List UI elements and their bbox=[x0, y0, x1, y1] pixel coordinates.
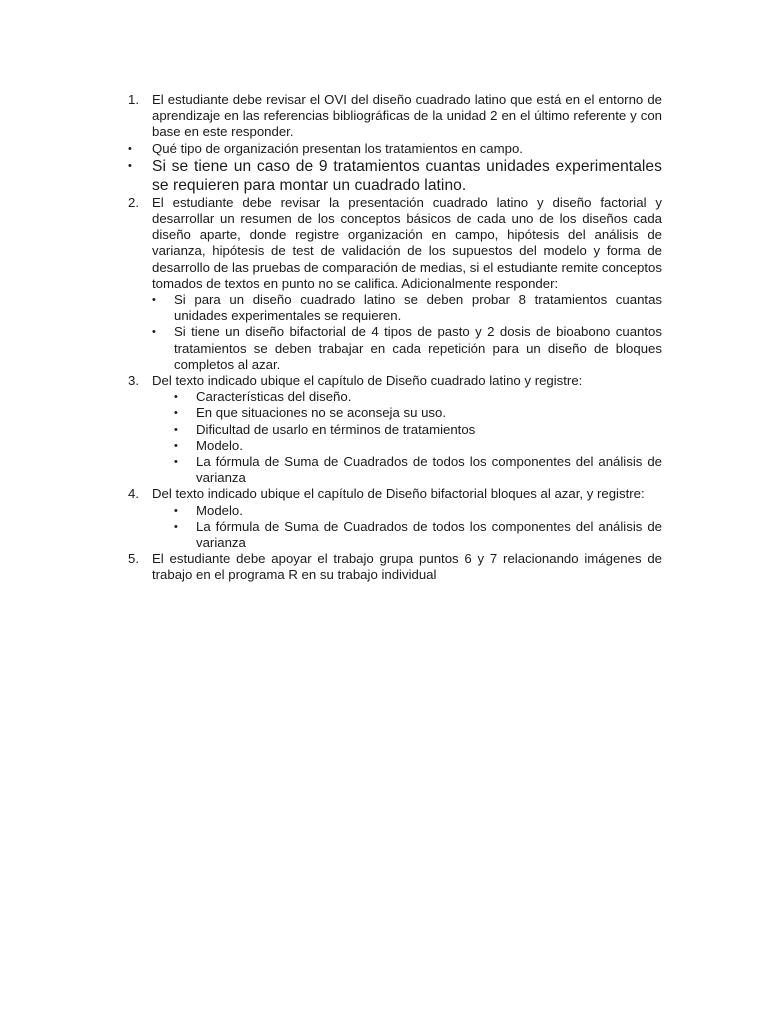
bullet-icon: • bbox=[152, 326, 156, 339]
list-number: 1. bbox=[128, 92, 139, 107]
sub-item-text: La fórmula de Suma de Cuadrados de todos los componentes del análisis de varianza bbox=[196, 454, 662, 486]
list-item-text: El estudiante debe revisar el OVI del diseño cuadrado latino que está en el entorno de aprendizaje en las referencias bibliográficas de la unidad 2 en el último referente y con base en este responder. bbox=[152, 92, 662, 140]
sub-list bbox=[152, 389, 662, 486]
list-number: 4. bbox=[128, 486, 139, 502]
sub-list bbox=[152, 503, 662, 552]
sub-item-text: Características del diseño. bbox=[196, 389, 352, 405]
bullet-item-organization bbox=[128, 141, 662, 157]
sub-list-item bbox=[174, 389, 662, 405]
bullet-icon: • bbox=[128, 142, 132, 155]
bullet-icon: • bbox=[128, 159, 132, 172]
list-item-5 bbox=[128, 551, 662, 583]
bullet-item-nine-treatments bbox=[128, 157, 662, 195]
sub-item-text: Si para un diseño cuadrado latino se deben probar 8 tratamientos cuantas unidades experimentales se requieren. bbox=[174, 292, 662, 324]
list-item-text: Del texto indicado ubique el capítulo de Diseño cuadrado latino y registre: bbox=[152, 373, 583, 389]
sub-list-item bbox=[174, 405, 662, 421]
list-number: 3. bbox=[128, 373, 139, 389]
sub-list-item bbox=[174, 422, 662, 438]
sub-list-item bbox=[174, 519, 662, 551]
sub-item-text: La fórmula de Suma de Cuadrados de todos los componentes del análisis de varianza bbox=[196, 518, 662, 551]
sub-item-text: Dificultad de usarlo en términos de tratamientos bbox=[196, 421, 476, 437]
sub-item-text: Modelo. bbox=[196, 437, 243, 453]
bullet-icon: • bbox=[174, 504, 178, 517]
list-item-2 bbox=[128, 195, 662, 373]
bullet-icon: • bbox=[174, 520, 178, 533]
list-item-text: El estudiante debe revisar la presentación cuadrado latino y diseño factorial y desarrollar un resumen de los conceptos básicos de cada uno de los diseños cada diseño aparte, donde registre organización en campo, hipótesis del análisis de varianza, hipótesis de test de validación de los supuestos del modelo y forma de desarrollo de las pruebas de comparación de medias, si el estudiante remite conceptos tomados de textos en punto no se califica. Adicionalmente responder: bbox=[152, 194, 662, 291]
list-number: 2. bbox=[128, 194, 139, 210]
bullet-icon: • bbox=[152, 294, 156, 307]
list-item-4 bbox=[128, 486, 662, 551]
bullet-item-text: Qué tipo de organización presentan los tratamientos en campo. bbox=[152, 140, 523, 156]
list-item-1 bbox=[128, 92, 662, 141]
sub-list bbox=[152, 292, 662, 373]
bullet-icon: • bbox=[174, 407, 178, 420]
sub-item-text: Si tiene un diseño bifactorial de 4 tipos de pasto y 2 dosis de bioabono cuantos tratamientos se deben trabajar en cada repetición para un diseño de bloques completos al azar. bbox=[174, 324, 662, 372]
list-item-3 bbox=[128, 373, 662, 486]
sub-list-item bbox=[174, 438, 662, 454]
bullet-icon: • bbox=[174, 423, 178, 436]
list-number: 5. bbox=[128, 551, 139, 567]
list-item-text: El estudiante debe apoyar el trabajo grupa puntos 6 y 7 relacionando imágenes de trabajo en el programa R en su trabajo individual bbox=[152, 551, 662, 583]
sub-item-text: Modelo. bbox=[196, 502, 243, 518]
bullet-icon: • bbox=[174, 439, 178, 452]
bullet-icon: • bbox=[174, 391, 178, 404]
bullet-item-text: Si se tiene un caso de 9 tratamientos cuantas unidades experimentales se requieren para montar un cuadrado latino. bbox=[152, 157, 662, 194]
sub-list-item bbox=[152, 292, 662, 324]
list-item-text: Del texto indicado ubique el capítulo de Diseño bifactorial bloques al azar, y registre: bbox=[152, 486, 645, 502]
bullet-icon: • bbox=[174, 456, 178, 469]
sub-list-item bbox=[174, 503, 662, 519]
sub-list-item bbox=[174, 454, 662, 486]
sub-list-item bbox=[152, 324, 662, 373]
sub-item-text: En que situaciones no se aconseja su uso. bbox=[196, 405, 446, 421]
instructions-list bbox=[128, 92, 662, 584]
